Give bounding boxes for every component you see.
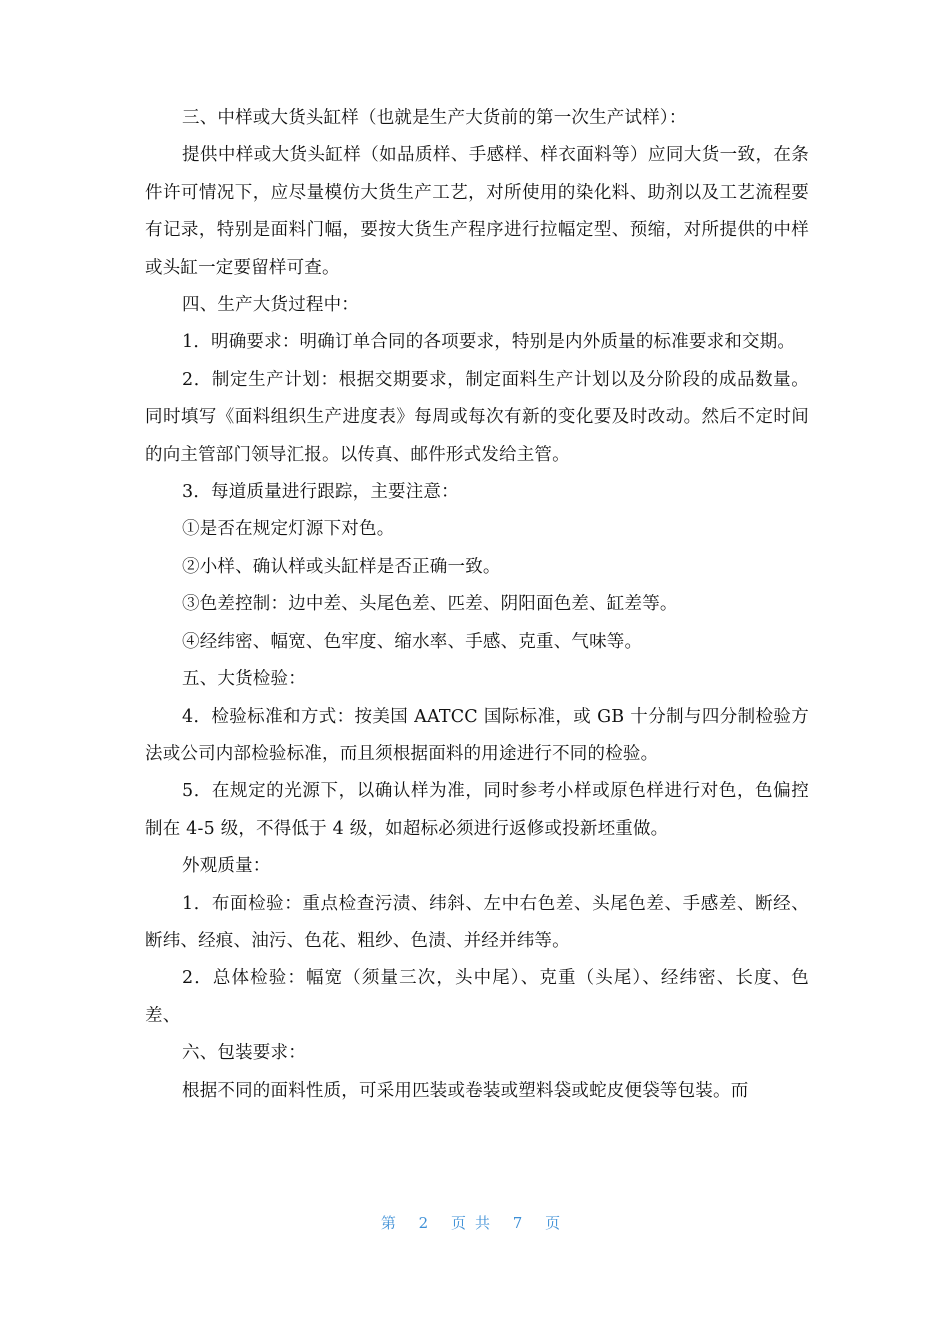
subheading-appearance: 外观质量： <box>182 856 271 877</box>
paragraph: 提供中样或大货头缸样（如品质样、手感样、样衣面料等）应同大货一致，在条件许可情况下，应尽量模仿大货生产工艺，对所使用的染化料、助剂以及工艺流程要有记录，特别是面料门幅，要按大货生产程序进行拉幅定型、预缩，对所提供的中样或头缸一定要留样可查。 <box>145 145 809 278</box>
document-body <box>145 100 809 1110</box>
list-item: 3．每道质量进行跟踪，主要注意： <box>182 482 459 503</box>
list-item: 2．制定生产计划：根据交期要求，制定面料生产计划以及分阶段的成品数量。同时填写《面料组织生产进度表》每周或每次有新的变化要及时改动。然后不定时间的向主管部门领导汇报。以传真、邮件形式发给主管。 <box>145 369 809 465</box>
section-heading-6: 六、包装要求： <box>182 1043 306 1064</box>
sub-item: ①是否在规定灯源下对色。 <box>182 519 395 540</box>
sub-item: ③色差控制：边中差、头尾色差、匹差、阴阳面色差、缸差等。 <box>182 594 678 615</box>
list-item: 1．布面检验：重点检查污渍、纬斜、左中右色差、头尾色差、手感差、断经、断纬、经痕、油污、色花、粗纱、色渍、并经并纬等。 <box>145 893 809 951</box>
list-item: 1．明确要求：明确订单合同的各项要求，特别是内外质量的标准要求和交期。 <box>182 332 796 353</box>
list-item: 2．总体检验：幅宽（须量三次，头中尾）、克重（头尾）、经纬密、长度、色差、 <box>145 968 809 1026</box>
list-item: 4．检验标准和方式：按美国 AATCC 国际标准，或 GB 十分制与四分制检验方法或公司内部检验标准，而且须根据面料的用途进行不同的检验。 <box>145 706 809 764</box>
list-item: 5．在规定的光源下，以确认样为准，同时参考小样或原色样进行对色，色偏控制在 4-5 级，不得低于 4 级，如超标必须进行返修或投新坯重做。 <box>145 781 809 839</box>
sub-item: ②小样、确认样或头缸样是否正确一致。 <box>182 556 501 577</box>
section-heading-5: 五、大货检验： <box>182 669 306 690</box>
sub-item: ④经纬密、幅宽、色牢度、缩水率、手感、克重、气味等。 <box>182 631 643 652</box>
paragraph: 根据不同的面料性质，可采用匹装或卷装或塑料袋或蛇皮便袋等包装。而 <box>182 1080 749 1101</box>
page-number-footer: 第 2 页共 7 页 <box>380 1214 570 1232</box>
section-heading-3: 三、中样或大货头缸样（也就是生产大货前的第一次生产试样）： <box>182 108 687 128</box>
section-heading-4: 四、生产大货过程中： <box>182 295 359 316</box>
